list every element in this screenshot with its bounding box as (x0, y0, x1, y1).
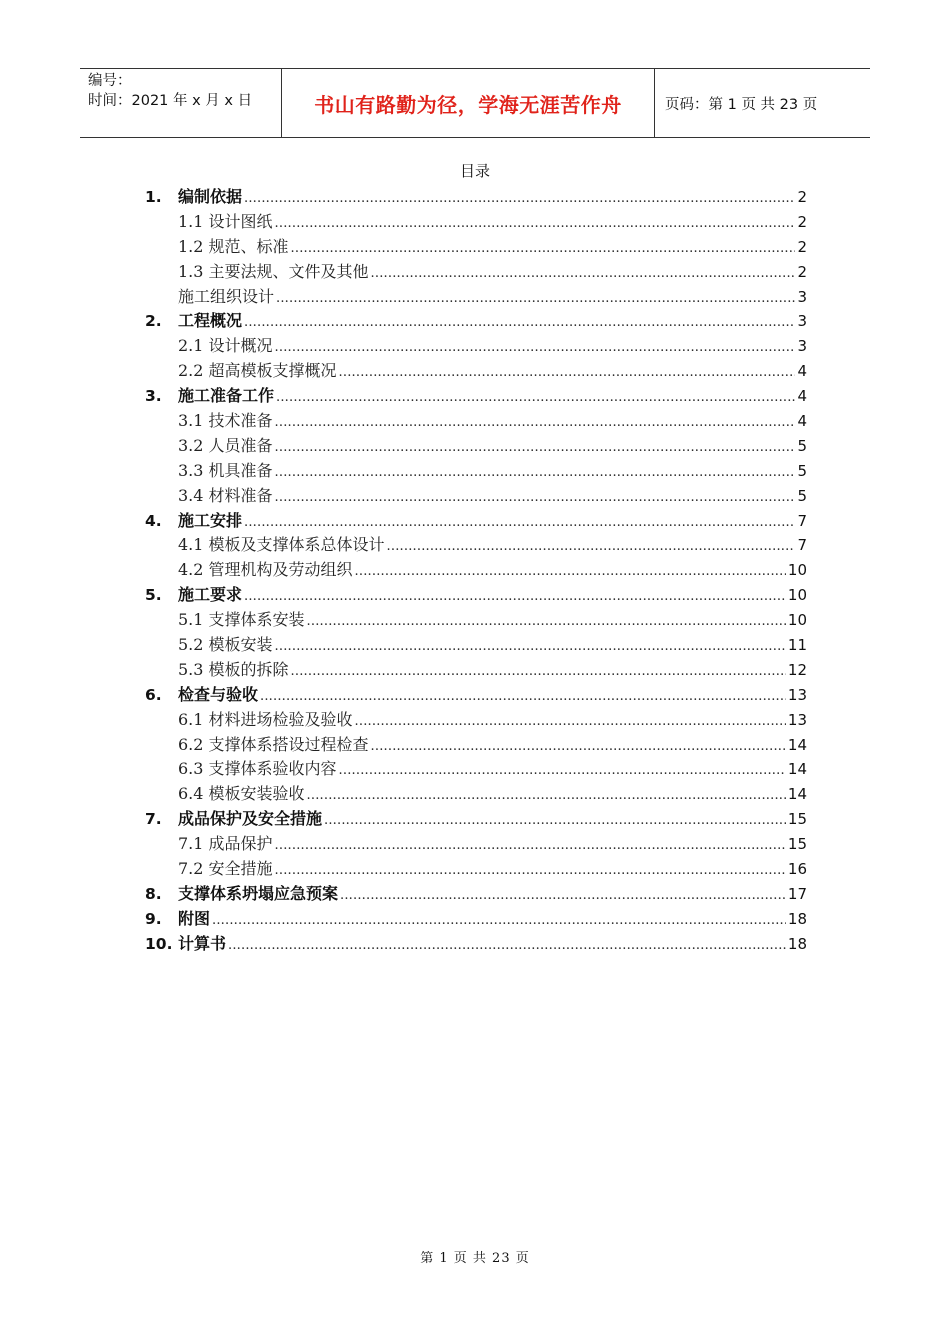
toc-subsection-entry[interactable] (145, 632, 807, 657)
toc-subsection-entry[interactable] (145, 856, 807, 881)
toc-entry-number: 6. (145, 685, 162, 704)
toc-dot-leader (324, 813, 786, 828)
toc-subsection-entry[interactable] (145, 458, 807, 483)
toc-subsection-entry[interactable] (145, 557, 807, 582)
toc-dot-leader (291, 664, 786, 679)
toc-entry-page: 14 (787, 785, 807, 804)
toc-entry-title: 施工要求 (178, 585, 243, 605)
toc-dot-leader (340, 888, 786, 903)
toc-entry-title: 4.1 模板及支撑体系总体设计 (178, 535, 385, 555)
toc-title: 目录 (459, 162, 490, 180)
toc-entry-page: 2 (797, 188, 807, 206)
toc-entry-page: 4 (797, 362, 807, 381)
toc-dot-leader (275, 415, 796, 430)
toc-entry-title: 3.1 技术准备 (178, 411, 273, 431)
toc-dot-leader (260, 689, 786, 704)
toc-entry-title: 7.2 安全措施 (178, 859, 273, 879)
toc-entry-title: 3.3 机具准备 (178, 460, 273, 480)
toc-entry-number: 2. (145, 312, 162, 331)
toc-dot-leader (275, 490, 796, 505)
toc-section-entry[interactable] (145, 383, 807, 408)
toc-entry-title: 1.3 主要法规、文件及其他 (178, 261, 369, 281)
toc-dot-leader (244, 515, 795, 530)
toc-entry-title: 5.3 模板的拆除 (178, 659, 289, 679)
toc-section-entry[interactable] (145, 308, 807, 333)
toc-dot-leader (276, 291, 795, 306)
toc-entry-page: 10 (787, 561, 807, 580)
toc-entry-page: 7 (797, 536, 807, 555)
toc-section-entry[interactable] (145, 881, 807, 906)
toc-entry-title: 2.2 超高模板支撑概况 (178, 361, 337, 381)
toc-entry-number: 7. (145, 810, 162, 829)
toc-entry-page: 15 (787, 835, 807, 854)
toc-entry-title: 工程概况 (178, 311, 243, 331)
toc-section-entry[interactable] (145, 931, 807, 956)
toc-entry-page: 16 (787, 860, 807, 879)
toc-entry-title: 6.1 材料进场检验及验收 (178, 709, 353, 729)
toc-entry-page: 4 (797, 387, 807, 406)
header-meta (80, 69, 282, 137)
toc-subsection-entry[interactable] (145, 259, 807, 284)
document-header (80, 68, 870, 138)
toc-subsection-entry[interactable] (145, 408, 807, 433)
toc-entry-page: 10 (787, 586, 807, 605)
time-label: 时间：2021 年 x 月 x 日 (88, 93, 253, 109)
toc-entry-title: 4.2 管理机构及劳动组织 (178, 560, 353, 580)
table-of-contents (145, 184, 807, 956)
toc-subsection-entry[interactable] (145, 532, 807, 557)
toc-entry-page: 5 (797, 461, 807, 480)
toc-subsection-entry[interactable] (145, 483, 807, 508)
toc-dot-leader (387, 539, 796, 554)
toc-entry-page: 10 (787, 611, 807, 630)
toc-entry-number: 9. (145, 909, 162, 928)
toc-entry-title: 施工安排 (178, 510, 243, 530)
toc-dot-leader (291, 241, 796, 256)
toc-entry-title: 2.1 设计概况 (178, 336, 273, 356)
toc-entry-page: 18 (787, 909, 807, 928)
toc-entry-page: 17 (787, 884, 807, 903)
toc-entry-page: 2 (797, 237, 807, 256)
toc-entry-page: 3 (797, 337, 807, 356)
toc-dot-leader (339, 763, 786, 778)
toc-subsection-entry[interactable] (145, 756, 807, 781)
toc-entry-page: 7 (797, 511, 807, 530)
toc-entry-title: 编制依据 (178, 187, 243, 206)
toc-entry-page: 5 (797, 486, 807, 505)
toc-dot-leader (276, 390, 795, 405)
toc-section-entry[interactable] (145, 184, 807, 209)
toc-entry-title: 支撑体系坍塌应急预案 (178, 883, 339, 903)
toc-entry-number: 10. (145, 934, 173, 953)
toc-entry-title: 施工组织设计 (178, 286, 275, 306)
toc-subsection-entry[interactable] (145, 657, 807, 682)
toc-dot-leader (339, 365, 796, 380)
toc-entry-page: 18 (787, 934, 807, 953)
toc-entry-page: 5 (797, 436, 807, 455)
toc-entry-title: 6.2 支撑体系搭设过程检查 (178, 734, 369, 754)
toc-section-entry[interactable] (145, 582, 807, 607)
toc-dot-leader (355, 714, 786, 729)
toc-entry-title: 3.2 人员准备 (178, 435, 273, 455)
toc-dot-leader (355, 564, 786, 579)
toc-subsection-entry[interactable] (145, 707, 807, 732)
toc-entry-page: 2 (797, 262, 807, 281)
toc-subsection-entry[interactable] (145, 209, 807, 234)
toc-section-entry[interactable] (145, 682, 807, 707)
toc-entry-title: 施工准备工作 (178, 386, 275, 406)
toc-dot-leader (244, 191, 795, 206)
toc-section-entry[interactable] (145, 508, 807, 533)
toc-entry-page: 12 (787, 660, 807, 679)
toc-entry-number: 1. (145, 188, 162, 206)
toc-subsection-entry[interactable] (145, 358, 807, 383)
toc-entry-page: 14 (787, 735, 807, 754)
toc-entry-page: 2 (797, 212, 807, 231)
toc-subsection-entry[interactable] (145, 333, 807, 358)
toc-entry-page: 13 (787, 685, 807, 704)
toc-subsection-entry[interactable] (145, 831, 807, 856)
toc-subsection-entry[interactable] (145, 607, 807, 632)
toc-dot-leader (275, 863, 786, 878)
toc-entry-page: 3 (797, 287, 807, 306)
toc-dot-leader (275, 838, 786, 853)
toc-entry-title: 3.4 材料准备 (178, 485, 273, 505)
toc-entry-title: 检查与验收 (178, 684, 259, 704)
toc-subsection-entry[interactable] (145, 781, 807, 806)
toc-entry-page: 4 (797, 412, 807, 431)
toc-entry-title: 1.1 设计图纸 (178, 211, 273, 231)
toc-dot-leader (371, 266, 796, 281)
toc-entry-page: 11 (787, 636, 807, 655)
page-footer: 第 1 页 共 23 页 (420, 1251, 530, 1266)
toc-entry-page: 15 (787, 810, 807, 829)
toc-entry-title: 5.1 支撑体系安装 (178, 610, 305, 630)
toc-entry-title: 1.2 规范、标准 (178, 236, 289, 256)
toc-subsection-entry[interactable] (145, 433, 807, 458)
toc-dot-leader (275, 440, 796, 455)
toc-subsection-entry[interactable] (145, 234, 807, 259)
toc-entry-title: 6.4 模板安装验收 (178, 784, 305, 804)
toc-entry-title: 5.2 模板安装 (178, 635, 273, 655)
toc-dot-leader (275, 340, 796, 355)
code-label: 编号： (88, 73, 132, 89)
toc-dot-leader (244, 315, 795, 330)
toc-entry-title: 计算书 (178, 933, 227, 953)
toc-entry-number: 8. (145, 884, 162, 903)
toc-dot-leader (307, 614, 786, 629)
toc-entry-title: 成品保护及安全措施 (178, 809, 323, 829)
toc-entry-page: 13 (787, 710, 807, 729)
toc-section-entry[interactable] (145, 806, 807, 831)
toc-entry-number: 3. (145, 387, 162, 406)
toc-dot-leader (275, 216, 796, 231)
toc-section-entry[interactable] (145, 906, 807, 931)
toc-dot-leader (212, 913, 786, 928)
header-motto: 书山有路勤为径，学海无涯苦作舟 (282, 69, 655, 137)
toc-dot-leader (275, 639, 786, 654)
toc-entry-number: 5. (145, 586, 162, 605)
toc-entry-page: 3 (797, 312, 807, 331)
toc-entry-title: 附图 (178, 908, 211, 928)
toc-dot-leader (275, 465, 796, 480)
toc-entry-title: 6.3 支撑体系验收内容 (178, 759, 337, 779)
toc-subsection-entry[interactable] (145, 732, 807, 757)
header-page-info: 页码：第 1 页 共 23 页 (665, 96, 818, 113)
toc-dot-leader (307, 788, 786, 803)
toc-entry-number: 4. (145, 511, 162, 530)
toc-dot-leader (244, 589, 786, 604)
toc-entry-page: 14 (787, 760, 807, 779)
toc-dot-leader (228, 938, 786, 953)
toc-dot-leader (371, 739, 786, 754)
toc-entry-title: 7.1 成品保护 (178, 834, 273, 854)
toc-subsection-entry[interactable] (145, 284, 807, 309)
